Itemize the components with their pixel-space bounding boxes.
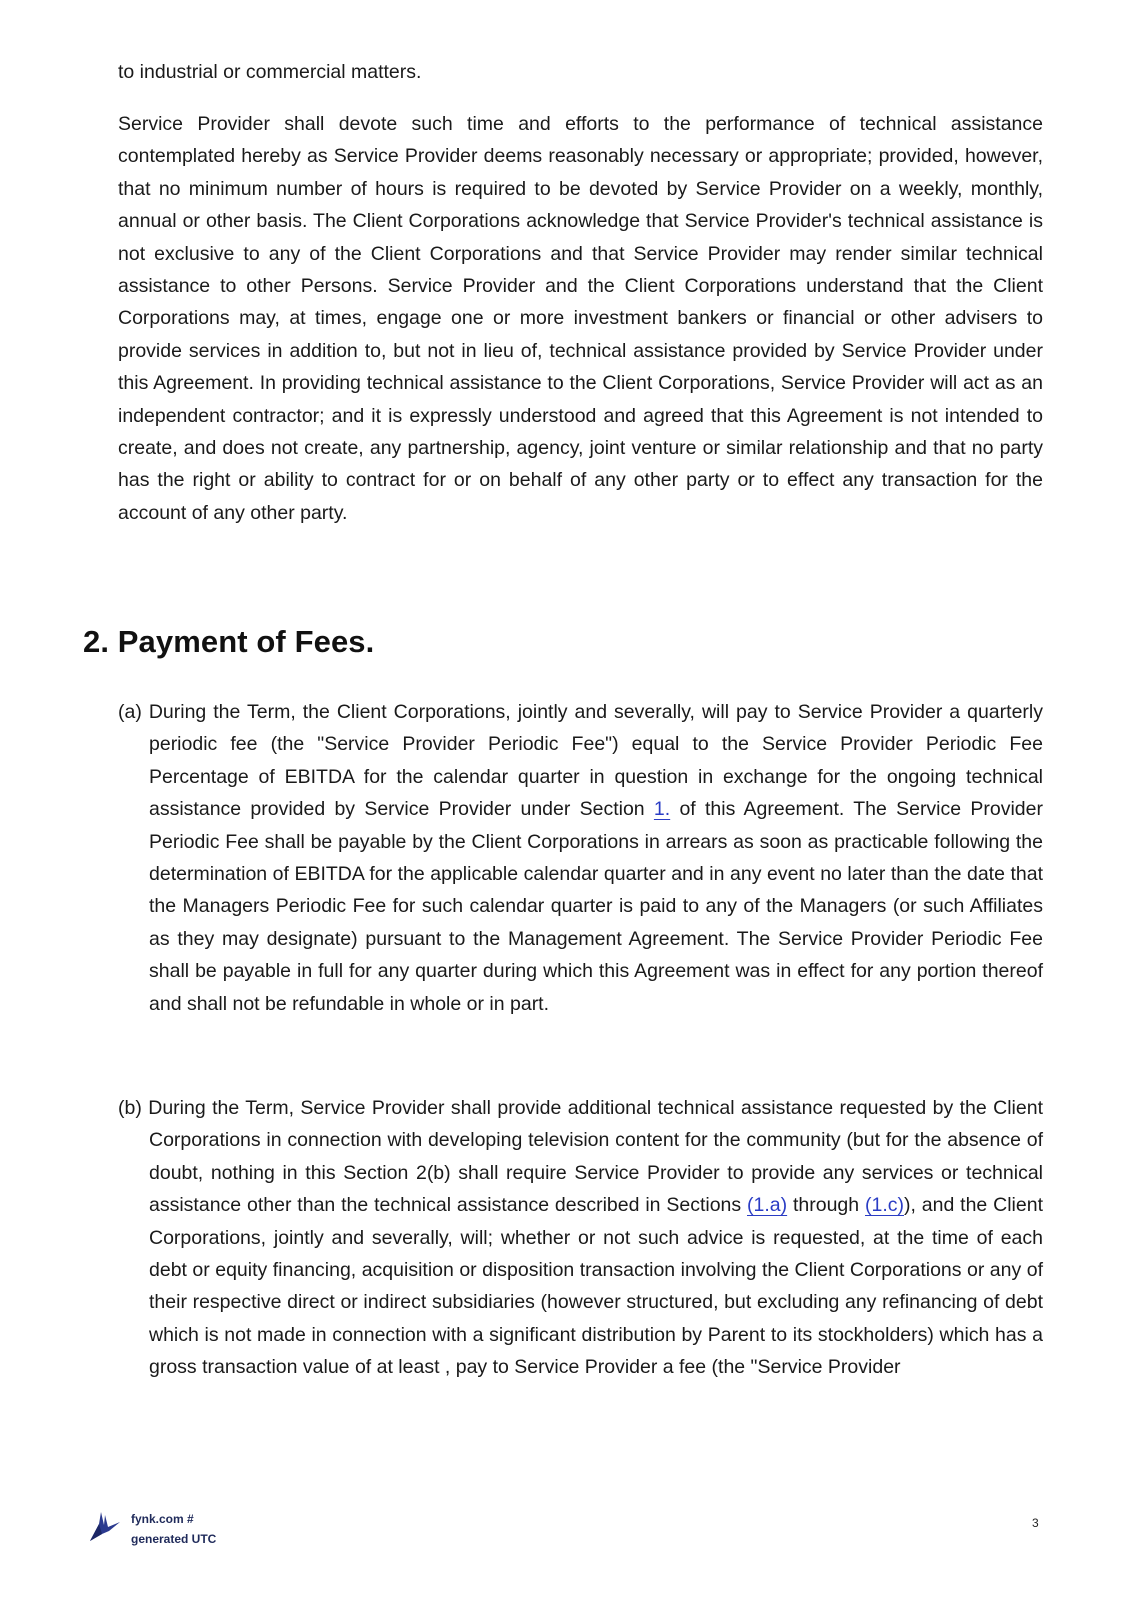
item-a-text-end: of this Agreement. The Service Provider Periodic Fee shall be payable by the Client Corporations in arrears as soon as practicable following the determination of EBITDA for the applicable calendar quarter and in any event no later than the date that the Managers Periodic Fee for such calendar quarter is paid to any of the Managers (or such Affiliates as they may designate) pursuant to the Management Agreement. The Service Provider Periodic Fee shall be payable in full for any quarter during which this Agreement was in effect for any portion thereof and shall not be refundable in whole or in part. (149, 798, 1043, 1015)
item-a-marker: (a) (118, 701, 142, 723)
item-b-text-end: ), and the Client Corporations, jointly and severally, will; whether or not such advice is requested, at the time of each debt or equity financing, acquisition or disposition transaction involving the Client Corporations or any of their respective direct or indirect subsidiaries (however structured, but excluding any refinancing of debt which is not made in connection with a significant distribution by Parent to its stockholders) which has a gross transaction value of at least , pay to Service Provider a fee (the "Service Provider (149, 1194, 1043, 1379)
paragraph-technical-assistance: Service Provider shall devote such time and efforts to the performance of technical assistance contemplated hereby as Service Provider deems reasonably necessary or appropriate; provided, however, that no minimum number of hours is required to be devoted by Service Provider on a weekly, monthly, annual or other basis. The Client Corporations acknowledge that Service Provider's technical assistance is not exclusive to any of the Client Corporations and that Service Provider may render similar technical assistance to other Persons. Service Provider and the Client Corporations understand that the Client Corporations may, at times, engage one or more investment bankers or financial or other advisers to provide services in addition to, but not in lieu of, technical assistance provided by Service Provider under this Agreement. In providing technical assistance to the Client Corporations, Service Provider will act as an independent contractor; and it is expressly understood and agreed that this Agreement is not intended to create, and does not create, any partnership, agency, joint venture or similar relationship and that no party has the right or ability to contract for or on behalf of any other party or to effect any transaction for the account of any other party. (118, 113, 1043, 524)
item-b-text-start: During the Term, Service Provider shall provide additional technical assistance requested by the Client Corporations in connection with developing television content for the community (but for the absence of doubt, nothing in this Section 2(b) shall require Service Provider to provide any services or technical assistance other than the technical assistance described in Sections (141, 1097, 1043, 1217)
footer-generated-line: generated UTC (131, 1532, 217, 1546)
item-b-text-between: through (787, 1194, 865, 1217)
footer-brand-line: fynk.com # (131, 1512, 194, 1526)
fynk-bird-logo-icon (88, 1508, 122, 1542)
item-a-text-start: During the Term, the Client Corporations, jointly and severally, will pay to Service Provider a quarterly periodic fee (the "Service Provider Periodic Fee") equal to the Service Provider Periodic Fee Percentage of EBITDA for the calendar quarter in question in exchange for the ongoing technical assistance provided by Service Provider under Section (141, 701, 1043, 821)
section-1a-link[interactable]: (1.a) (747, 1194, 788, 1217)
section-1c-link[interactable]: (1.c) (865, 1194, 904, 1217)
section-1-link[interactable]: 1. (653, 798, 671, 821)
lead-text: to industrial or commercial matters. (118, 61, 422, 83)
page-number: 3 (1032, 1516, 1039, 1530)
item-b-marker: (b) (118, 1097, 142, 1119)
list-item-a (118, 696, 1043, 1020)
section-heading-payment-of-fees: 2. Payment of Fees. (83, 624, 375, 659)
footer-branding (131, 1509, 216, 1549)
list-item-b (118, 1092, 1043, 1384)
